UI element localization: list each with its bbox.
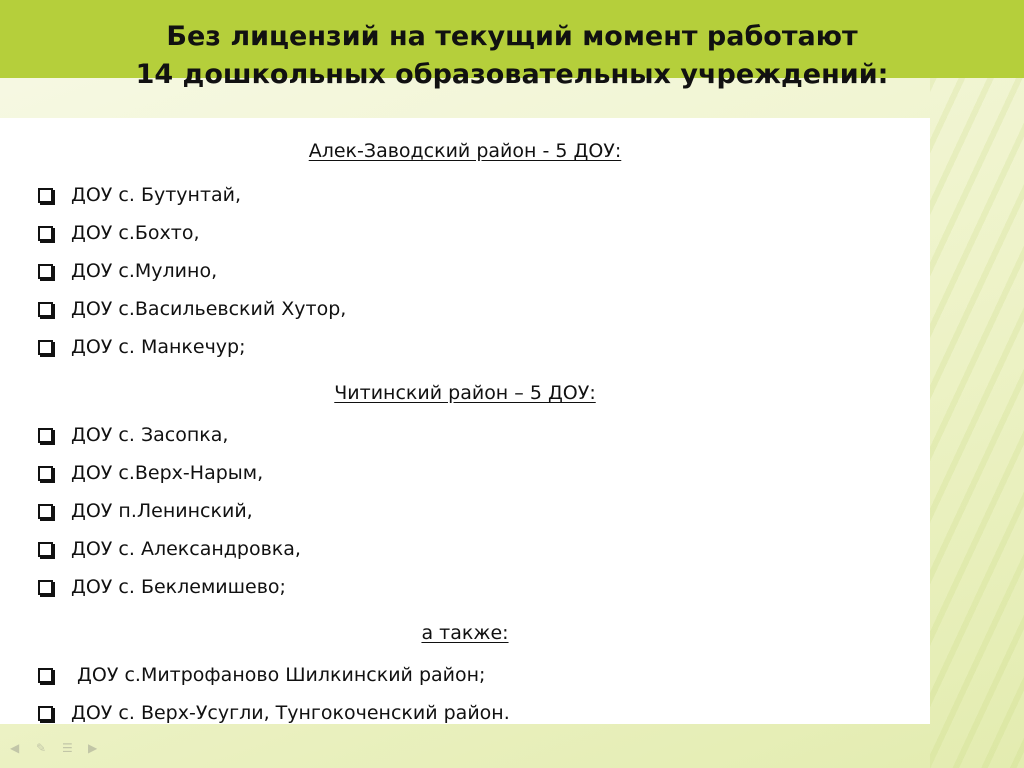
prev-slide-icon[interactable]: ◀ [10, 741, 20, 755]
checkbox-bullet-icon [38, 264, 53, 279]
section-heading: а также: [421, 622, 509, 644]
list-item: ДОУ с. Бутунтай, [38, 184, 241, 206]
list-item: ДОУ с.Васильевский Хутор, [38, 298, 346, 320]
checkbox-bullet-icon [38, 542, 53, 557]
list-item: ДОУ с.Мулино, [38, 260, 217, 282]
title-line-2: 14 дошкольных образовательных учреждений: [135, 59, 889, 90]
background-decoration [930, 78, 1024, 768]
checkbox-bullet-icon [38, 428, 53, 443]
list-item: ДОУ с. Засопка, [38, 424, 228, 446]
checkbox-bullet-icon [38, 668, 53, 683]
pen-icon[interactable]: ✎ [36, 741, 47, 755]
next-slide-icon[interactable]: ▶ [88, 741, 98, 755]
slide-title [0, 18, 1024, 94]
menu-icon[interactable]: ☰ [62, 741, 73, 755]
checkbox-bullet-icon [38, 226, 53, 241]
checkbox-bullet-icon [38, 302, 53, 317]
list-item: ДОУ с.Верх-Нарым, [38, 462, 263, 484]
list-item: ДОУ с.Бохто, [38, 222, 200, 244]
list-item: ДОУ п.Ленинский, [38, 500, 253, 522]
section-heading: Алек-Заводский район - 5 ДОУ: [308, 140, 622, 162]
checkbox-bullet-icon [38, 340, 53, 355]
checkbox-bullet-icon [38, 580, 53, 595]
list-item: ДОУ с. Манкечур; [38, 336, 246, 358]
checkbox-bullet-icon [38, 706, 53, 721]
list-item: ДОУ с. Александровка, [38, 538, 301, 560]
list-item: ДОУ с. Верх-Усугли, Тунгокоченский район. [38, 702, 510, 724]
list-item: ДОУ с. Беклемишево; [38, 576, 286, 598]
slide-navigation [10, 742, 104, 754]
checkbox-bullet-icon [38, 466, 53, 481]
title-line-1: Без лицензий на текущий момент работают [166, 21, 858, 52]
checkbox-bullet-icon [38, 504, 53, 519]
section-heading: Читинский район – 5 ДОУ: [334, 382, 596, 404]
content-panel [0, 118, 930, 724]
checkbox-bullet-icon [38, 188, 53, 203]
list-item: ДОУ с.Митрофаново Шилкинский район; [38, 664, 485, 686]
